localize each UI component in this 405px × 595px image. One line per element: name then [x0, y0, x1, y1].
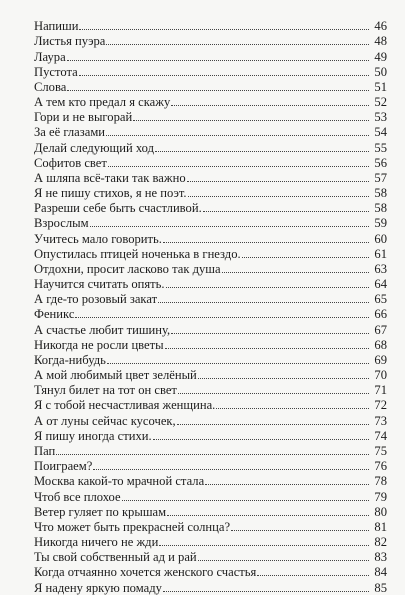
- toc-entry-title: А счастье любит тишину,: [34, 322, 171, 337]
- toc-entry-page-number: 66: [374, 307, 387, 322]
- dot-leader: [167, 515, 369, 516]
- toc-entry-title: Когда отчаянно хочется женского счастья: [34, 565, 257, 580]
- toc-entry-title: Чтоб все плохое: [34, 489, 121, 504]
- toc-entry: [34, 549, 387, 564]
- toc-entry: [34, 48, 387, 63]
- toc-entry-title: А шляпа всё-таки так важно: [34, 170, 186, 185]
- dot-leader: [165, 348, 369, 349]
- toc-entry: [34, 291, 387, 306]
- toc-entry-page-number: 58: [374, 201, 387, 216]
- toc-entry: [34, 200, 387, 215]
- toc-entry-page-number: 83: [374, 550, 387, 565]
- toc-entry-page-number: 67: [374, 322, 387, 337]
- toc-entry: [34, 155, 387, 170]
- toc-entry-title: А мой любимый цвет зелёный: [34, 368, 197, 383]
- toc-entry-title: А от луны сейчас кусочек,: [34, 413, 176, 428]
- toc-entry-page-number: 48: [374, 34, 387, 49]
- toc-entry-title: Слова: [34, 79, 67, 94]
- toc-entry-title: Я с тобой несчастливая женщина.: [34, 398, 216, 413]
- toc-entry-page-number: 54: [374, 125, 387, 140]
- dot-leader: [159, 545, 369, 546]
- toc-entry: [34, 139, 387, 154]
- dot-leader: [75, 317, 369, 318]
- toc-entry-page-number: 56: [374, 155, 387, 170]
- toc-entry: [34, 124, 387, 139]
- toc-entry-page-number: 75: [374, 443, 387, 458]
- toc-entry-page-number: 69: [374, 352, 387, 367]
- toc-entry: [34, 412, 387, 427]
- toc-entry-page-number: 65: [374, 292, 387, 307]
- toc-entry: [34, 352, 387, 367]
- toc-entry-title: За её глазами: [34, 125, 106, 140]
- dot-leader: [163, 591, 369, 592]
- dot-leader: [93, 469, 369, 470]
- toc-entry-title: Пустота: [34, 64, 78, 79]
- toc-entry-page-number: 82: [374, 535, 387, 550]
- toc-entry: [34, 33, 387, 48]
- dot-leader: [158, 302, 369, 303]
- toc-entry-page-number: 49: [374, 49, 387, 64]
- dot-leader: [187, 181, 369, 182]
- toc-entry-title: Отдохни, просит ласково так душа: [34, 261, 221, 276]
- toc-entry-page-number: 63: [374, 261, 387, 276]
- toc-entry: [34, 276, 387, 291]
- dot-leader: [166, 287, 369, 288]
- dot-leader: [198, 378, 369, 379]
- toc-entry-page-number: 50: [374, 64, 387, 79]
- dot-leader: [108, 166, 369, 167]
- toc-entry-title: Никогда не росли цветы: [34, 337, 164, 352]
- dot-leader: [106, 44, 369, 45]
- dot-leader: [188, 196, 369, 197]
- toc-entry-page-number: 55: [374, 140, 387, 155]
- toc-entry: [34, 458, 387, 473]
- dot-leader: [133, 120, 369, 121]
- toc-entry-page-number: 46: [374, 19, 387, 34]
- toc-entry: [34, 473, 387, 488]
- toc-entry-page-number: 73: [374, 413, 387, 428]
- toc-entry: [34, 64, 387, 79]
- toc-entry-title: Лаура: [34, 49, 66, 64]
- toc-entry-page-number: 72: [374, 398, 387, 413]
- dot-leader: [163, 242, 369, 243]
- toc-entry: [34, 534, 387, 549]
- toc-entry-page-number: 78: [374, 474, 387, 489]
- toc-entry-title: Феникс: [34, 307, 75, 322]
- toc-entry-page-number: 85: [374, 580, 387, 595]
- dot-leader: [171, 333, 369, 334]
- dot-leader: [107, 363, 369, 364]
- toc-entry-title: Тянул билет на тот он свет: [34, 383, 177, 398]
- toc-entry: [34, 504, 387, 519]
- toc-entry-page-number: 52: [374, 95, 387, 110]
- toc-entry: [34, 488, 387, 503]
- toc-entry-title: Научится считать опять.: [34, 277, 165, 292]
- dot-leader: [216, 408, 369, 409]
- toc-entry-page-number: 71: [374, 383, 387, 398]
- dot-leader: [205, 484, 369, 485]
- toc-entry: [34, 367, 387, 382]
- toc-entry-title: Москва какой-то мрачной стала: [34, 474, 205, 489]
- toc-entry-page-number: 59: [374, 216, 387, 231]
- toc-entry: [34, 109, 387, 124]
- toc-entry-title: А где-то розовый закат: [34, 292, 158, 307]
- toc-entry-title: Листья пуэра: [34, 34, 106, 49]
- toc-entry-title: Опустилась птицей ноченька в гнездо.: [34, 246, 241, 261]
- dot-leader: [242, 257, 369, 258]
- toc-entry-title: Учитесь мало говорить.: [34, 231, 162, 246]
- dot-leader: [79, 29, 369, 30]
- toc-entry-title: Я пишу иногда стихи.: [34, 428, 152, 443]
- toc-entry-page-number: 51: [374, 79, 387, 94]
- toc-entry: [34, 79, 387, 94]
- toc-entry: [34, 519, 387, 534]
- toc-entry-title: Пап: [34, 443, 56, 458]
- toc-entry-title: Ветер гуляет по крышам: [34, 504, 167, 519]
- toc-entry-page-number: 79: [374, 489, 387, 504]
- dot-leader: [198, 560, 369, 561]
- toc-entry: [34, 230, 387, 245]
- toc-entry: [34, 428, 387, 443]
- toc-entry-page-number: 70: [374, 368, 387, 383]
- dot-leader: [178, 393, 369, 394]
- dot-leader: [106, 135, 369, 136]
- toc-entry: [34, 246, 387, 261]
- toc-entry-title: Гори и не выгорай: [34, 110, 133, 125]
- toc-entry-title: Делай следующий ход: [34, 140, 154, 155]
- toc-entry: [34, 170, 387, 185]
- dot-leader: [171, 105, 369, 106]
- dot-leader: [203, 211, 369, 212]
- toc-entry: [34, 443, 387, 458]
- toc-entry-title: Что может быть прекрасней солнца?: [34, 519, 231, 534]
- toc-entry-page-number: 61: [374, 246, 387, 261]
- toc-entry: [34, 579, 387, 594]
- dot-leader: [153, 439, 369, 440]
- dot-leader: [177, 424, 369, 425]
- dot-leader: [67, 90, 369, 91]
- dot-leader: [56, 454, 369, 455]
- toc-entry-page-number: 84: [374, 565, 387, 580]
- toc-entry-title: Когда-нибудь: [34, 352, 106, 367]
- toc-entry-title: Ты свой собственный ад и рай: [34, 550, 197, 565]
- toc-entry: [34, 382, 387, 397]
- dot-leader: [155, 151, 369, 152]
- toc-entry: [34, 337, 387, 352]
- toc-entry-page-number: 53: [374, 110, 387, 125]
- toc-entry-title: Поиграем?: [34, 459, 93, 474]
- toc-entry-page-number: 58: [374, 186, 387, 201]
- toc-entry-title: Никогда ничего не жди: [34, 535, 159, 550]
- toc-entry: [34, 564, 387, 579]
- toc-entry-page-number: 57: [374, 170, 387, 185]
- toc-entry: [34, 215, 387, 230]
- toc-entry-page-number: 74: [374, 428, 387, 443]
- dot-leader: [257, 575, 369, 576]
- toc-entry-page-number: 60: [374, 231, 387, 246]
- dot-leader: [79, 75, 369, 76]
- toc-entry: [34, 306, 387, 321]
- toc-entry-title: Софитов свет: [34, 155, 107, 170]
- toc-entry-page-number: 80: [374, 504, 387, 519]
- toc-entry-title: Напиши: [34, 19, 79, 34]
- toc-entry-title: Взрослым: [34, 216, 89, 231]
- toc-entry-page-number: 68: [374, 337, 387, 352]
- table-of-contents: [34, 18, 387, 595]
- toc-entry-page-number: 64: [374, 277, 387, 292]
- toc-entry-title: Я не пишу стихов, я не поэт.: [34, 186, 187, 201]
- dot-leader: [122, 500, 369, 501]
- toc-entry: [34, 397, 387, 412]
- toc-entry: [34, 261, 387, 276]
- dot-leader: [67, 60, 369, 61]
- dot-leader: [90, 226, 369, 227]
- toc-entry-page-number: 76: [374, 459, 387, 474]
- toc-entry-title: А тем кто предал я скажу: [34, 95, 171, 110]
- toc-entry-title: Я надену яркую помаду: [34, 580, 162, 595]
- toc-entry: [34, 18, 387, 33]
- toc-entry-title: Разреши себе быть счастливой.: [34, 201, 202, 216]
- dot-leader: [231, 530, 369, 531]
- toc-entry: [34, 94, 387, 109]
- toc-entry: [34, 321, 387, 336]
- toc-entry: [34, 185, 387, 200]
- toc-entry-page-number: 81: [374, 519, 387, 534]
- dot-leader: [222, 272, 369, 273]
